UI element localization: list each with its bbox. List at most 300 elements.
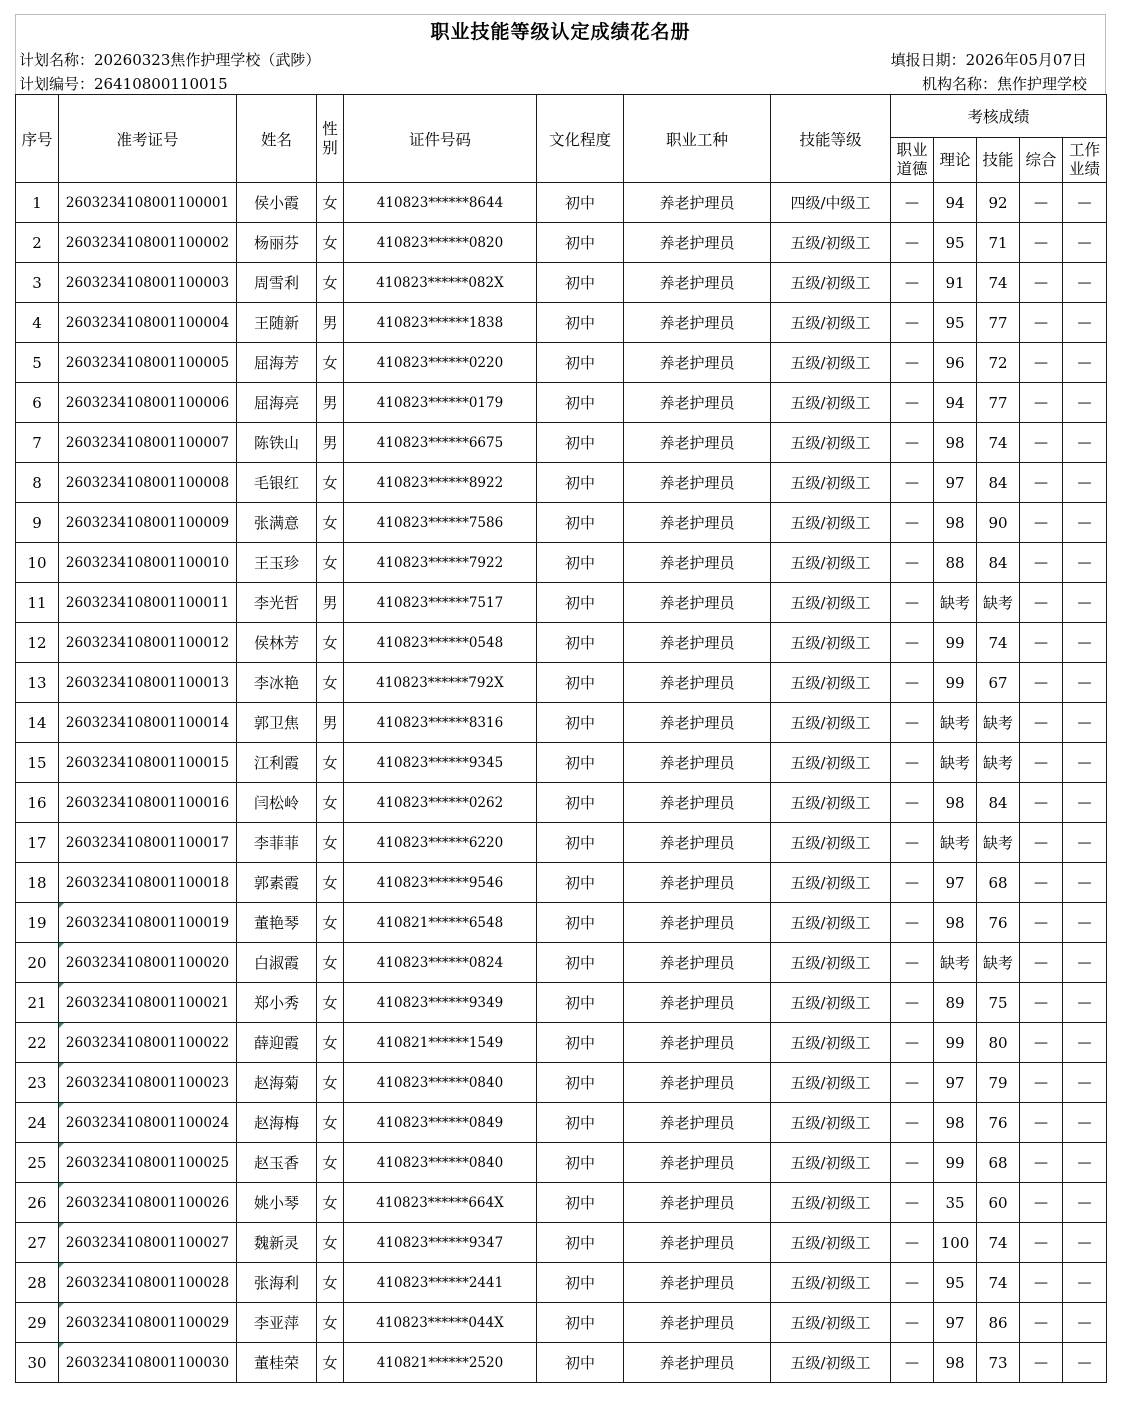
- cell-level: 五级/初级工: [771, 1303, 891, 1343]
- cell-education: 初中: [537, 863, 624, 903]
- roster-sheet: [15, 14, 1106, 1383]
- cell-name: 郑小秀: [237, 983, 317, 1023]
- cell-ethics: —: [891, 183, 934, 223]
- cell-gender: 女: [317, 903, 344, 943]
- table-row: [16, 903, 1107, 943]
- cell-name: 李亚萍: [237, 1303, 317, 1343]
- cell-exam-no: 2603234108001100018: [59, 863, 237, 903]
- cell-skill: 76: [977, 903, 1020, 943]
- cell-id-no: 410823******1838: [344, 303, 537, 343]
- cell-education: 初中: [537, 1183, 624, 1223]
- cell-performance: —: [1063, 223, 1107, 263]
- cell-id-no: 410823******8316: [344, 703, 537, 743]
- cell-performance: —: [1063, 1023, 1107, 1063]
- cell-skill: 79: [977, 1063, 1020, 1103]
- cell-overall: —: [1020, 823, 1063, 863]
- cell-level: 五级/初级工: [771, 1343, 891, 1383]
- cell-name: 陈铁山: [237, 423, 317, 463]
- cell-theory: 97: [934, 1063, 977, 1103]
- cell-seq: 10: [16, 543, 59, 583]
- cell-theory: 98: [934, 783, 977, 823]
- cell-performance: —: [1063, 543, 1107, 583]
- cell-skill: 84: [977, 543, 1020, 583]
- cell-performance: —: [1063, 383, 1107, 423]
- cell-performance: —: [1063, 183, 1107, 223]
- cell-id-no: 410823******0179: [344, 383, 537, 423]
- cell-overall: —: [1020, 783, 1063, 823]
- cell-occupation: 养老护理员: [624, 383, 771, 423]
- cell-seq: 5: [16, 343, 59, 383]
- cell-occupation: 养老护理员: [624, 463, 771, 503]
- cell-exam-no: 2603234108001100014: [59, 703, 237, 743]
- cell-gender: 女: [317, 863, 344, 903]
- cell-overall: —: [1020, 703, 1063, 743]
- table-row: [16, 263, 1107, 303]
- cell-occupation: 养老护理员: [624, 743, 771, 783]
- cell-ethics: —: [891, 463, 934, 503]
- cell-theory: 98: [934, 1343, 977, 1383]
- cell-id-no: 410823******2441: [344, 1263, 537, 1303]
- table-row: [16, 623, 1107, 663]
- cell-education: 初中: [537, 823, 624, 863]
- cell-theory: 95: [934, 1263, 977, 1303]
- cell-id-no: 410823******0262: [344, 783, 537, 823]
- cell-id-no: 410823******8922: [344, 463, 537, 503]
- cell-education: 初中: [537, 1063, 624, 1103]
- fill-date-value: 2026年05月07日: [965, 51, 1087, 69]
- cell-education: 初中: [537, 1143, 624, 1183]
- cell-exam-no: 2603234108001100002: [59, 223, 237, 263]
- cell-gender: 男: [317, 303, 344, 343]
- table-row: [16, 1103, 1107, 1143]
- cell-skill: 71: [977, 223, 1020, 263]
- cell-education: 初中: [537, 743, 624, 783]
- cell-education: 初中: [537, 503, 624, 543]
- cell-occupation: 养老护理员: [624, 983, 771, 1023]
- fill-date-label: 填报日期：: [890, 51, 966, 69]
- cell-performance: —: [1063, 1103, 1107, 1143]
- cell-gender: 男: [317, 383, 344, 423]
- cell-ethics: —: [891, 583, 934, 623]
- cell-skill: 73: [977, 1343, 1020, 1383]
- cell-exam-no: 2603234108001100007: [59, 423, 237, 463]
- cell-gender: 男: [317, 703, 344, 743]
- cell-level: 五级/初级工: [771, 623, 891, 663]
- cell-overall: —: [1020, 1223, 1063, 1263]
- cell-overall: —: [1020, 1263, 1063, 1303]
- cell-overall: —: [1020, 463, 1063, 503]
- cell-id-no: 410823******0849: [344, 1103, 537, 1143]
- cell-name: 侯小霞: [237, 183, 317, 223]
- cell-seq: 12: [16, 623, 59, 663]
- cell-id-no: 410823******7517: [344, 583, 537, 623]
- cell-level: 五级/初级工: [771, 663, 891, 703]
- cell-performance: —: [1063, 1223, 1107, 1263]
- cell-seq: 7: [16, 423, 59, 463]
- cell-name: 白淑霞: [237, 943, 317, 983]
- cell-occupation: 养老护理员: [624, 863, 771, 903]
- cell-ethics: —: [891, 1143, 934, 1183]
- cell-education: 初中: [537, 783, 624, 823]
- table-row: [16, 183, 1107, 223]
- cell-name: 董艳琴: [237, 903, 317, 943]
- cell-ethics: —: [891, 383, 934, 423]
- cell-theory: 95: [934, 303, 977, 343]
- cell-level: 五级/初级工: [771, 503, 891, 543]
- col-header-name: 姓名: [237, 95, 317, 183]
- cell-level: 五级/初级工: [771, 583, 891, 623]
- cell-skill: 90: [977, 503, 1020, 543]
- cell-ethics: —: [891, 223, 934, 263]
- cell-ethics: —: [891, 1183, 934, 1223]
- col-header-exam-no: 准考证号: [59, 95, 237, 183]
- cell-education: 初中: [537, 903, 624, 943]
- cell-theory: 35: [934, 1183, 977, 1223]
- cell-skill: 86: [977, 1303, 1020, 1343]
- cell-occupation: 养老护理员: [624, 263, 771, 303]
- cell-occupation: 养老护理员: [624, 1063, 771, 1103]
- cell-overall: —: [1020, 1023, 1063, 1063]
- cell-id-no: 410823******6220: [344, 823, 537, 863]
- cell-name: 侯林芳: [237, 623, 317, 663]
- cell-education: 初中: [537, 343, 624, 383]
- cell-exam-no: 2603234108001100017: [59, 823, 237, 863]
- cell-performance: —: [1063, 463, 1107, 503]
- table-row: [16, 1303, 1107, 1343]
- cell-education: 初中: [537, 1343, 624, 1383]
- cell-theory: 97: [934, 463, 977, 503]
- cell-exam-no: 2603234108001100029: [59, 1303, 237, 1343]
- cell-gender: 女: [317, 1103, 344, 1143]
- cell-id-no: 410823******9546: [344, 863, 537, 903]
- cell-performance: —: [1063, 743, 1107, 783]
- cell-ethics: —: [891, 823, 934, 863]
- plan-no-value: 26410800110015: [94, 75, 228, 93]
- cell-performance: —: [1063, 943, 1107, 983]
- cell-theory: 98: [934, 903, 977, 943]
- cell-level: 五级/初级工: [771, 863, 891, 903]
- cell-gender: 女: [317, 1263, 344, 1303]
- cell-overall: —: [1020, 223, 1063, 263]
- cell-overall: —: [1020, 743, 1063, 783]
- cell-overall: —: [1020, 863, 1063, 903]
- cell-exam-no: 2603234108001100020: [59, 943, 237, 983]
- cell-occupation: 养老护理员: [624, 903, 771, 943]
- cell-level: 五级/初级工: [771, 223, 891, 263]
- cell-occupation: 养老护理员: [624, 783, 771, 823]
- col-header-performance: 工作业绩: [1063, 138, 1107, 183]
- table-row: [16, 983, 1107, 1023]
- cell-skill: 68: [977, 1143, 1020, 1183]
- col-header-overall: 综合: [1020, 138, 1063, 183]
- cell-seq: 21: [16, 983, 59, 1023]
- cell-performance: —: [1063, 1063, 1107, 1103]
- cell-education: 初中: [537, 583, 624, 623]
- table-row: [16, 943, 1107, 983]
- cell-seq: 30: [16, 1343, 59, 1383]
- cell-seq: 4: [16, 303, 59, 343]
- cell-gender: 女: [317, 1223, 344, 1263]
- cell-education: 初中: [537, 303, 624, 343]
- cell-seq: 14: [16, 703, 59, 743]
- cell-occupation: 养老护理员: [624, 423, 771, 463]
- cell-skill: 缺考: [977, 943, 1020, 983]
- cell-gender: 女: [317, 823, 344, 863]
- cell-gender: 女: [317, 983, 344, 1023]
- cell-id-no: 410823******0840: [344, 1143, 537, 1183]
- cell-gender: 男: [317, 583, 344, 623]
- cell-occupation: 养老护理员: [624, 223, 771, 263]
- cell-occupation: 养老护理员: [624, 503, 771, 543]
- cell-level: 五级/初级工: [771, 1223, 891, 1263]
- cell-name: 李冰艳: [237, 663, 317, 703]
- cell-id-no: 410821******6548: [344, 903, 537, 943]
- cell-id-no: 410823******0840: [344, 1063, 537, 1103]
- cell-exam-no: 2603234108001100030: [59, 1343, 237, 1383]
- cell-performance: —: [1063, 343, 1107, 383]
- cell-id-no: 410823******7586: [344, 503, 537, 543]
- cell-occupation: 养老护理员: [624, 1223, 771, 1263]
- cell-theory: 100: [934, 1223, 977, 1263]
- cell-theory: 99: [934, 623, 977, 663]
- cell-gender: 女: [317, 1063, 344, 1103]
- cell-id-no: 410821******2520: [344, 1343, 537, 1383]
- cell-name: 赵海梅: [237, 1103, 317, 1143]
- cell-ethics: —: [891, 1263, 934, 1303]
- cell-ethics: —: [891, 943, 934, 983]
- table-row: [16, 1263, 1107, 1303]
- cell-skill: 67: [977, 663, 1020, 703]
- cell-gender: 女: [317, 1303, 344, 1343]
- cell-occupation: 养老护理员: [624, 1103, 771, 1143]
- cell-ethics: —: [891, 1063, 934, 1103]
- cell-seq: 3: [16, 263, 59, 303]
- cell-skill: 77: [977, 303, 1020, 343]
- cell-name: 李光哲: [237, 583, 317, 623]
- cell-gender: 女: [317, 663, 344, 703]
- cell-education: 初中: [537, 223, 624, 263]
- cell-overall: —: [1020, 1063, 1063, 1103]
- cell-overall: —: [1020, 543, 1063, 583]
- cell-education: 初中: [537, 983, 624, 1023]
- org-field: [922, 73, 1087, 94]
- cell-seq: 15: [16, 743, 59, 783]
- cell-occupation: 养老护理员: [624, 703, 771, 743]
- table-row: [16, 1143, 1107, 1183]
- cell-occupation: 养老护理员: [624, 343, 771, 383]
- cell-ethics: —: [891, 863, 934, 903]
- cell-level: 五级/初级工: [771, 743, 891, 783]
- cell-ethics: —: [891, 743, 934, 783]
- cell-skill: 74: [977, 623, 1020, 663]
- cell-seq: 17: [16, 823, 59, 863]
- cell-id-no: 410823******0220: [344, 343, 537, 383]
- cell-theory: 98: [934, 423, 977, 463]
- cell-education: 初中: [537, 263, 624, 303]
- cell-occupation: 养老护理员: [624, 943, 771, 983]
- cell-ethics: —: [891, 1343, 934, 1383]
- cell-ethics: —: [891, 1303, 934, 1343]
- cell-id-no: 410823******9349: [344, 983, 537, 1023]
- cell-theory: 98: [934, 503, 977, 543]
- cell-overall: —: [1020, 503, 1063, 543]
- cell-seq: 24: [16, 1103, 59, 1143]
- cell-seq: 8: [16, 463, 59, 503]
- cell-exam-no: 2603234108001100004: [59, 303, 237, 343]
- cell-exam-no: 2603234108001100001: [59, 183, 237, 223]
- cell-theory: 91: [934, 263, 977, 303]
- cell-gender: 女: [317, 1183, 344, 1223]
- table-row: [16, 543, 1107, 583]
- cell-performance: —: [1063, 1303, 1107, 1343]
- cell-theory: 96: [934, 343, 977, 383]
- cell-performance: —: [1063, 903, 1107, 943]
- cell-theory: 缺考: [934, 823, 977, 863]
- cell-overall: —: [1020, 663, 1063, 703]
- cell-name: 李菲菲: [237, 823, 317, 863]
- cell-overall: —: [1020, 1343, 1063, 1383]
- cell-occupation: 养老护理员: [624, 663, 771, 703]
- cell-name: 王随新: [237, 303, 317, 343]
- cell-id-no: 410823******9345: [344, 743, 537, 783]
- col-header-scores: 考核成绩: [891, 95, 1107, 138]
- cell-skill: 74: [977, 1263, 1020, 1303]
- table-body: [16, 183, 1107, 1383]
- cell-exam-no: 2603234108001100006: [59, 383, 237, 423]
- cell-exam-no: 2603234108001100024: [59, 1103, 237, 1143]
- cell-name: 屈海芳: [237, 343, 317, 383]
- cell-level: 五级/初级工: [771, 703, 891, 743]
- cell-id-no: 410821******1549: [344, 1023, 537, 1063]
- cell-skill: 60: [977, 1183, 1020, 1223]
- table-row: [16, 1343, 1107, 1383]
- cell-skill: 77: [977, 383, 1020, 423]
- cell-skill: 76: [977, 1103, 1020, 1143]
- cell-gender: 女: [317, 1343, 344, 1383]
- cell-overall: —: [1020, 303, 1063, 343]
- cell-performance: —: [1063, 1143, 1107, 1183]
- cell-name: 毛银红: [237, 463, 317, 503]
- cell-name: 周雪利: [237, 263, 317, 303]
- cell-exam-no: 2603234108001100009: [59, 503, 237, 543]
- cell-theory: 98: [934, 1103, 977, 1143]
- cell-ethics: —: [891, 343, 934, 383]
- cell-seq: 1: [16, 183, 59, 223]
- plan-name-label: 计划名称：: [19, 51, 95, 69]
- cell-level: 五级/初级工: [771, 1023, 891, 1063]
- cell-seq: 16: [16, 783, 59, 823]
- org-label: 机构名称：: [921, 75, 997, 93]
- cell-education: 初中: [537, 383, 624, 423]
- cell-gender: 女: [317, 263, 344, 303]
- cell-theory: 88: [934, 543, 977, 583]
- col-header-occupation: 职业工种: [624, 95, 771, 183]
- table-row: [16, 783, 1107, 823]
- table-row: [16, 1183, 1107, 1223]
- cell-level: 五级/初级工: [771, 383, 891, 423]
- cell-occupation: 养老护理员: [624, 1343, 771, 1383]
- cell-seq: 13: [16, 663, 59, 703]
- cell-id-no: 410823******0548: [344, 623, 537, 663]
- cell-education: 初中: [537, 1263, 624, 1303]
- cell-skill: 84: [977, 783, 1020, 823]
- cell-ethics: —: [891, 663, 934, 703]
- cell-id-no: 410823******6675: [344, 423, 537, 463]
- table-row: [16, 1063, 1107, 1103]
- cell-seq: 27: [16, 1223, 59, 1263]
- cell-occupation: 养老护理员: [624, 583, 771, 623]
- cell-ethics: —: [891, 1023, 934, 1063]
- cell-name: 张海利: [237, 1263, 317, 1303]
- cell-skill: 84: [977, 463, 1020, 503]
- col-header-ethics: 职业道德: [891, 138, 934, 183]
- plan-no-field: [19, 73, 228, 94]
- cell-gender: 女: [317, 743, 344, 783]
- cell-name: 屈海亮: [237, 383, 317, 423]
- cell-theory: 97: [934, 1303, 977, 1343]
- col-header-education: 文化程度: [537, 95, 624, 183]
- cell-exam-no: 2603234108001100005: [59, 343, 237, 383]
- cell-education: 初中: [537, 1223, 624, 1263]
- cell-performance: —: [1063, 863, 1107, 903]
- table-row: [16, 743, 1107, 783]
- table-row: [16, 343, 1107, 383]
- cell-education: 初中: [537, 1103, 624, 1143]
- cell-exam-no: 2603234108001100010: [59, 543, 237, 583]
- cell-exam-no: 2603234108001100008: [59, 463, 237, 503]
- cell-occupation: 养老护理员: [624, 823, 771, 863]
- document-title: 职业技能等级认定成绩花名册: [15, 14, 1106, 46]
- cell-theory: 95: [934, 223, 977, 263]
- cell-education: 初中: [537, 543, 624, 583]
- cell-theory: 97: [934, 863, 977, 903]
- cell-skill: 缺考: [977, 703, 1020, 743]
- cell-performance: —: [1063, 303, 1107, 343]
- table-header: [16, 95, 1107, 183]
- cell-performance: —: [1063, 423, 1107, 463]
- cell-education: 初中: [537, 423, 624, 463]
- cell-id-no: 410823******7922: [344, 543, 537, 583]
- cell-overall: —: [1020, 423, 1063, 463]
- cell-performance: —: [1063, 583, 1107, 623]
- cell-performance: —: [1063, 1183, 1107, 1223]
- cell-name: 姚小琴: [237, 1183, 317, 1223]
- cell-occupation: 养老护理员: [624, 1143, 771, 1183]
- cell-overall: —: [1020, 1183, 1063, 1223]
- cell-skill: 80: [977, 1023, 1020, 1063]
- cell-exam-no: 2603234108001100026: [59, 1183, 237, 1223]
- cell-id-no: 410823******082X: [344, 263, 537, 303]
- cell-overall: —: [1020, 623, 1063, 663]
- cell-seq: 18: [16, 863, 59, 903]
- cell-level: 五级/初级工: [771, 903, 891, 943]
- cell-name: 魏新灵: [237, 1223, 317, 1263]
- cell-overall: —: [1020, 183, 1063, 223]
- cell-education: 初中: [537, 1023, 624, 1063]
- cell-name: 杨丽芬: [237, 223, 317, 263]
- table-row: [16, 1223, 1107, 1263]
- cell-name: 赵玉香: [237, 1143, 317, 1183]
- cell-theory: 94: [934, 183, 977, 223]
- cell-level: 五级/初级工: [771, 423, 891, 463]
- cell-id-no: 410823******792X: [344, 663, 537, 703]
- table-row: [16, 863, 1107, 903]
- cell-skill: 68: [977, 863, 1020, 903]
- cell-level: 五级/初级工: [771, 943, 891, 983]
- col-header-gender: 性别: [317, 95, 344, 183]
- cell-overall: —: [1020, 583, 1063, 623]
- cell-gender: 女: [317, 1023, 344, 1063]
